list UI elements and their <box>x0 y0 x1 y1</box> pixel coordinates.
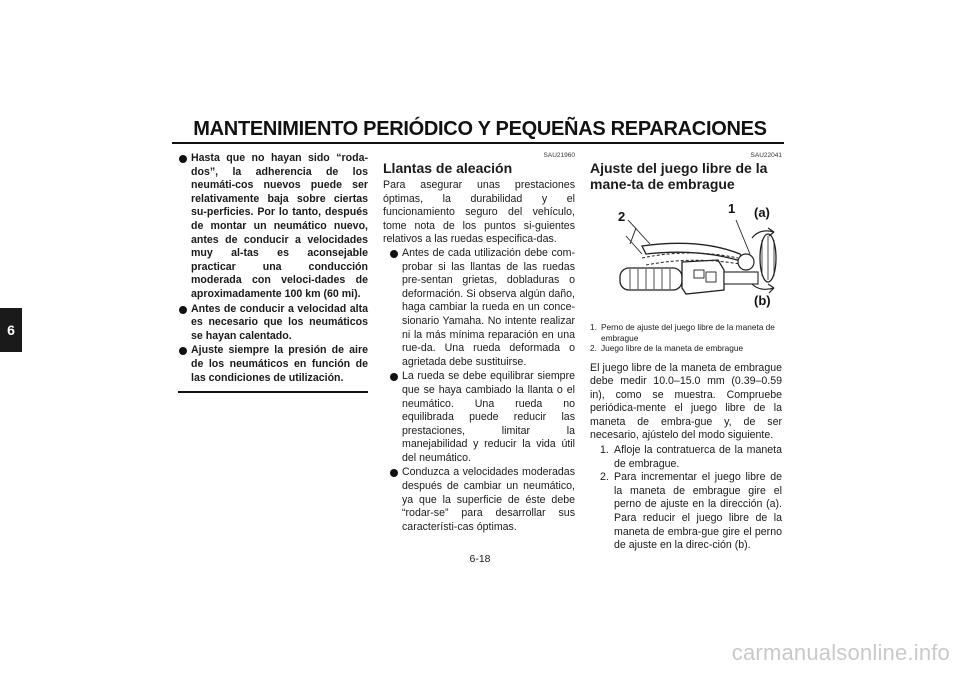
page-title: MANTENIMIENTO PERIÓDICO Y PEQUEÑAS REPARACIONES <box>193 118 767 140</box>
bullet-icon <box>390 250 398 258</box>
bullet-icon <box>390 373 398 381</box>
list-item: Antes de conducir a velocidad alta es necesario que los neumáticos se hayan calentado. <box>178 303 368 344</box>
page-number: 6-18 <box>469 553 491 565</box>
figure-caption: 1. Perno de ajuste del juego libre de la maneta de embrague <box>590 322 775 343</box>
clutch-body-text: El juego libre de la maneta de embrague debe medir 10.0–15.0 mm (0.39–0.59 in), como se muestra. Compruebe periódica-mente el juego libre de la maneta de embra-gue y, de ser necesario, ajústelo del modo siguiente. <box>590 361 782 442</box>
alloy-wheels-column <box>383 152 575 535</box>
list-item: 1. Afloje la contratuerca de la maneta de embrague. <box>600 444 782 470</box>
header-rule <box>172 142 784 144</box>
adjustment-steps <box>590 444 782 553</box>
list-item: Conduzca a velocidades moderadas después de cambiar un neumático, ya que la superficie de éste debe “rodar-se” para desarrollar sus característi-cas óptimas. <box>389 466 575 534</box>
list-item: La rueda se debe equilibrar siempre que se haya cambiado la llanta o el neumático. Una rueda no equilibrada puede reducir las prestaciones, limitar la manejabilidad y reducir la vida útil del neumático. <box>389 370 575 465</box>
figure-caption: 2. Juego libre de la maneta de embrague <box>590 343 744 353</box>
warning-list <box>178 152 368 385</box>
figure-captions <box>590 322 782 354</box>
chapter-tab: 6 <box>0 308 22 352</box>
wheel-checks-list <box>389 247 575 534</box>
section-title-clutch: Ajuste del juego libre de la mane-ta de embrague <box>590 160 768 192</box>
bullet-icon <box>179 306 187 314</box>
list-item: Ajuste siempre la presión de aire de los neumáticos en función de las condiciones de utilización. <box>178 344 368 385</box>
figure-label-1: 1 <box>728 201 736 216</box>
list-item: 2. Para incrementar el juego libre de la maneta de embrague gire el perno de ajuste en la dirección (a). Para reducir el juego libre de la maneta de embra-gue gire el perno de ajuste en la direc-ción (b). <box>600 471 782 552</box>
bullet-icon <box>390 469 398 477</box>
clutch-lever-illustration <box>590 198 782 316</box>
bullet-icon <box>179 155 187 163</box>
warning-end-rule <box>178 391 368 393</box>
list-item: Hasta que no hayan sido “roda-dos”, la adherencia de los neumáti-cos nuevos puede ser relativamente baja sobre ciertas su-perficies. Por lo tanto, después de montar un neumático nuevo, antes de conducir a velocidades muy al-tas es aconsejable practicar una conducción moderada con veloci-dades de aproximadamente 100 km (60 mi). <box>178 152 368 302</box>
section-code: SAU21960 <box>543 152 575 159</box>
figure-label-b: (b) <box>754 293 771 308</box>
clutch-adjust-column <box>590 152 782 553</box>
warning-column <box>178 152 368 393</box>
figure-label-a: (a) <box>754 205 770 220</box>
watermark-link[interactable]: carmanualsonline.info <box>731 640 950 665</box>
figure-label-2: 2 <box>618 209 626 224</box>
section-code: SAU22041 <box>750 152 782 159</box>
section-intro: Para asegurar unas prestaciones óptimas, la durabilidad y el funcionamiento seguro del vehículo, tome nota de los puntos si-guientes relativos a las ruedas especifica-das. <box>383 179 575 246</box>
list-item: Antes de cada utilización debe com-probar si las llantas de las ruedas pre-sentan grietas, dobladuras o deformación. Si observa algún daño, haga cambiar la rueda en un conce-sionario Yamaha. No intente realizar ni la más mínima reparación en una rue-da. Una rueda deformada o agrietada debe sustituirse. <box>389 247 575 369</box>
bullet-icon <box>179 347 187 355</box>
section-title-alloy-wheels: Llantas de aleación <box>383 160 513 176</box>
